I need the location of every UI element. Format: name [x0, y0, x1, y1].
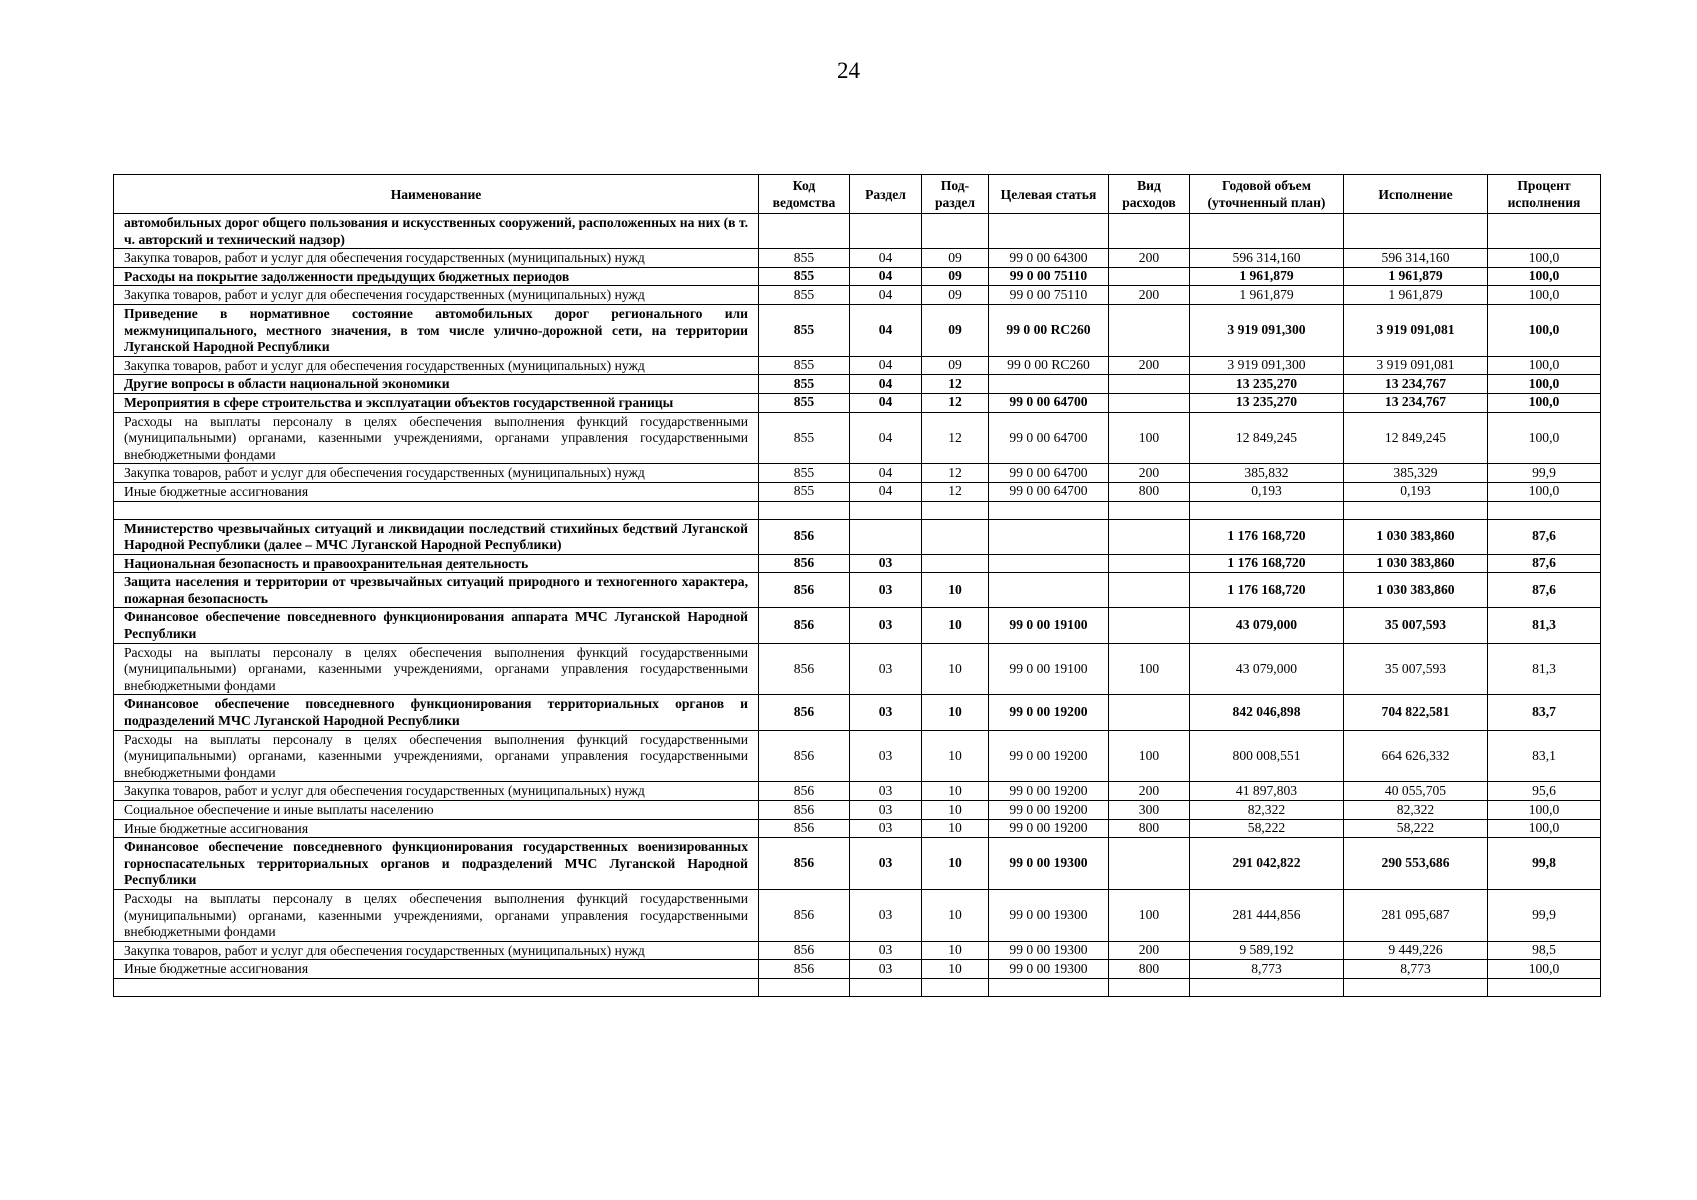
- cell-execution: 8,773: [1344, 960, 1488, 979]
- table-row: [114, 801, 1601, 820]
- cell-name: Защита населения и территории от чрезвычайных ситуаций природного и техногенного характера, пожарная безопасность: [114, 573, 759, 608]
- table-row: [114, 393, 1601, 412]
- cell-annual-plan: 82,322: [1190, 801, 1344, 820]
- cell-expense-type: [1109, 375, 1190, 394]
- cell-subsection: 09: [922, 286, 989, 305]
- cell-expense-type: [1109, 838, 1190, 890]
- cell-execution: 1 961,879: [1344, 267, 1488, 286]
- cell-dept-code: 856: [759, 941, 850, 960]
- cell-target-article: 99 0 00 19300: [989, 960, 1109, 979]
- cell-dept-code: 856: [759, 695, 850, 730]
- cell-execution: [1344, 501, 1488, 519]
- table-row: [114, 730, 1601, 782]
- cell-name: Финансовое обеспечение повседневного функционирования аппарата МЧС Луганской Народной Республики: [114, 608, 759, 643]
- cell-target-article: 99 0 00 64700: [989, 464, 1109, 483]
- cell-section: 04: [850, 482, 922, 501]
- cell-percent: 100,0: [1488, 286, 1601, 305]
- cell-execution: 1 030 383,860: [1344, 519, 1488, 554]
- table-header-row: [114, 175, 1601, 214]
- cell-name: Расходы на выплаты персоналу в целях обеспечения выполнения функций государственными (муниципальными) органами, казенными учреждениями, органами управления государственными внебюджетными фондами: [114, 412, 759, 464]
- cell-target-article: 99 0 00 75110: [989, 267, 1109, 286]
- cell-percent: 98,5: [1488, 941, 1601, 960]
- cell-section: [850, 501, 922, 519]
- cell-section: 03: [850, 782, 922, 801]
- cell-annual-plan: 800 008,551: [1190, 730, 1344, 782]
- cell-dept-code: 856: [759, 643, 850, 695]
- page-number: 24: [837, 58, 860, 83]
- cell-dept-code: 855: [759, 286, 850, 305]
- cell-annual-plan: 385,832: [1190, 464, 1344, 483]
- cell-section: 03: [850, 730, 922, 782]
- cell-dept-code: 856: [759, 608, 850, 643]
- cell-name: Иные бюджетные ассигнования: [114, 482, 759, 501]
- cell-subsection: [922, 519, 989, 554]
- table-row: [114, 482, 1601, 501]
- cell-name: [114, 978, 759, 996]
- cell-section: 04: [850, 356, 922, 375]
- cell-target-article: 99 0 00 75110: [989, 286, 1109, 305]
- cell-subsection: 10: [922, 838, 989, 890]
- cell-dept-code: 855: [759, 482, 850, 501]
- table-row: [114, 286, 1601, 305]
- cell-percent: [1488, 501, 1601, 519]
- cell-execution: 0,193: [1344, 482, 1488, 501]
- cell-expense-type: 100: [1109, 889, 1190, 941]
- cell-dept-code: 855: [759, 304, 850, 356]
- cell-target-article: [989, 375, 1109, 394]
- cell-dept-code: 856: [759, 782, 850, 801]
- cell-percent: 99,9: [1488, 464, 1601, 483]
- cell-target-article: 99 0 00 19300: [989, 838, 1109, 890]
- cell-name: Финансовое обеспечение повседневного функционирования территориальных органов и подразделений МЧС Луганской Народной Республики: [114, 695, 759, 730]
- header-dept-code: Код ведомства: [759, 175, 850, 214]
- cell-percent: 87,6: [1488, 573, 1601, 608]
- cell-dept-code: 856: [759, 960, 850, 979]
- cell-name: Иные бюджетные ассигнования: [114, 960, 759, 979]
- cell-section: 03: [850, 608, 922, 643]
- cell-target-article: [989, 501, 1109, 519]
- cell-section: 04: [850, 249, 922, 268]
- cell-dept-code: 855: [759, 375, 850, 394]
- table-row: [114, 643, 1601, 695]
- table-row: [114, 356, 1601, 375]
- cell-execution: 704 822,581: [1344, 695, 1488, 730]
- cell-expense-type: 300: [1109, 801, 1190, 820]
- cell-dept-code: [759, 978, 850, 996]
- cell-name: Финансовое обеспечение повседневного функционирования государственных военизированных горноспасательных территориальных органов и подразделений МЧС Луганской Народной Республики: [114, 838, 759, 890]
- cell-section: 04: [850, 267, 922, 286]
- cell-annual-plan: [1190, 978, 1344, 996]
- cell-execution: 596 314,160: [1344, 249, 1488, 268]
- cell-expense-type: 100: [1109, 412, 1190, 464]
- cell-subsection: 10: [922, 941, 989, 960]
- cell-annual-plan: [1190, 501, 1344, 519]
- cell-target-article: [989, 554, 1109, 573]
- cell-execution: [1344, 214, 1488, 249]
- cell-percent: 81,3: [1488, 608, 1601, 643]
- cell-expense-type: [1109, 608, 1190, 643]
- cell-subsection: [922, 554, 989, 573]
- cell-section: 03: [850, 801, 922, 820]
- cell-percent: 100,0: [1488, 482, 1601, 501]
- table-row: [114, 554, 1601, 573]
- cell-subsection: 12: [922, 482, 989, 501]
- cell-section: 03: [850, 838, 922, 890]
- cell-subsection: 10: [922, 889, 989, 941]
- header-execution: Исполнение: [1344, 175, 1488, 214]
- cell-expense-type: 200: [1109, 356, 1190, 375]
- cell-annual-plan: 281 444,856: [1190, 889, 1344, 941]
- cell-subsection: 09: [922, 356, 989, 375]
- cell-expense-type: [1109, 573, 1190, 608]
- cell-name: Другие вопросы в области национальной экономики: [114, 375, 759, 394]
- table-row: [114, 838, 1601, 890]
- table-row: [114, 267, 1601, 286]
- cell-annual-plan: 43 079,000: [1190, 643, 1344, 695]
- cell-section: 03: [850, 695, 922, 730]
- cell-section: [850, 978, 922, 996]
- table-row: [114, 573, 1601, 608]
- cell-target-article: 99 0 00 RC260: [989, 304, 1109, 356]
- cell-subsection: 09: [922, 267, 989, 286]
- cell-dept-code: 855: [759, 393, 850, 412]
- header-target-article: Целевая статья: [989, 175, 1109, 214]
- cell-expense-type: 100: [1109, 730, 1190, 782]
- cell-percent: 100,0: [1488, 412, 1601, 464]
- cell-name: Социальное обеспечение и иные выплаты населению: [114, 801, 759, 820]
- cell-percent: 99,8: [1488, 838, 1601, 890]
- cell-name: Закупка товаров, работ и услуг для обеспечения государственных (муниципальных) нужд: [114, 941, 759, 960]
- cell-target-article: 99 0 00 64700: [989, 482, 1109, 501]
- table-row: [114, 819, 1601, 838]
- cell-expense-type: 200: [1109, 782, 1190, 801]
- cell-annual-plan: 41 897,803: [1190, 782, 1344, 801]
- cell-dept-code: 855: [759, 356, 850, 375]
- cell-name: Приведение в нормативное состояние автомобильных дорог регионального или межмуниципального, местного значения, в том числе улично-дорожной сети, на территории Луганской Народной Республики: [114, 304, 759, 356]
- cell-expense-type: [1109, 695, 1190, 730]
- cell-subsection: 12: [922, 464, 989, 483]
- cell-target-article: [989, 978, 1109, 996]
- cell-section: 04: [850, 304, 922, 356]
- table-row: [114, 978, 1601, 996]
- cell-name: Расходы на выплаты персоналу в целях обеспечения выполнения функций государственными (муниципальными) органами, казенными учреждениями, органами управления государственными внебюджетными фондами: [114, 730, 759, 782]
- header-name: Наименование: [114, 175, 759, 214]
- cell-annual-plan: 842 046,898: [1190, 695, 1344, 730]
- budget-execution-table: [113, 174, 1601, 997]
- cell-subsection: 10: [922, 730, 989, 782]
- cell-annual-plan: 12 849,245: [1190, 412, 1344, 464]
- cell-execution: 385,329: [1344, 464, 1488, 483]
- header-expense-type: Вид расходов: [1109, 175, 1190, 214]
- cell-execution: 3 919 091,081: [1344, 304, 1488, 356]
- cell-target-article: 99 0 00 19100: [989, 608, 1109, 643]
- cell-percent: 95,6: [1488, 782, 1601, 801]
- cell-execution: 9 449,226: [1344, 941, 1488, 960]
- cell-target-article: 99 0 00 RC260: [989, 356, 1109, 375]
- cell-expense-type: 100: [1109, 643, 1190, 695]
- cell-expense-type: 200: [1109, 249, 1190, 268]
- cell-execution: 290 553,686: [1344, 838, 1488, 890]
- cell-section: 04: [850, 375, 922, 394]
- table-row: [114, 214, 1601, 249]
- cell-annual-plan: 1 176 168,720: [1190, 554, 1344, 573]
- cell-subsection: 10: [922, 608, 989, 643]
- cell-expense-type: [1109, 978, 1190, 996]
- cell-expense-type: [1109, 267, 1190, 286]
- table-row: [114, 960, 1601, 979]
- cell-section: 03: [850, 554, 922, 573]
- cell-execution: 12 849,245: [1344, 412, 1488, 464]
- cell-name: Расходы на выплаты персоналу в целях обеспечения выполнения функций государственными (муниципальными) органами, казенными учреждениями, органами управления государственными внебюджетными фондами: [114, 643, 759, 695]
- cell-name: Закупка товаров, работ и услуг для обеспечения государственных (муниципальных) нужд: [114, 286, 759, 305]
- table-row: [114, 695, 1601, 730]
- cell-target-article: [989, 519, 1109, 554]
- cell-percent: 87,6: [1488, 554, 1601, 573]
- cell-annual-plan: 3 919 091,300: [1190, 356, 1344, 375]
- cell-dept-code: 855: [759, 249, 850, 268]
- cell-target-article: 99 0 00 64300: [989, 249, 1109, 268]
- table-row: [114, 375, 1601, 394]
- cell-target-article: 99 0 00 19200: [989, 819, 1109, 838]
- cell-annual-plan: 58,222: [1190, 819, 1344, 838]
- cell-execution: [1344, 978, 1488, 996]
- cell-target-article: [989, 573, 1109, 608]
- cell-expense-type: 800: [1109, 819, 1190, 838]
- cell-percent: 83,1: [1488, 730, 1601, 782]
- cell-execution: 35 007,593: [1344, 608, 1488, 643]
- cell-annual-plan: 9 589,192: [1190, 941, 1344, 960]
- cell-dept-code: 856: [759, 838, 850, 890]
- cell-annual-plan: 1 176 168,720: [1190, 573, 1344, 608]
- cell-section: 04: [850, 393, 922, 412]
- cell-dept-code: 856: [759, 573, 850, 608]
- cell-execution: 58,222: [1344, 819, 1488, 838]
- table-row: [114, 464, 1601, 483]
- cell-section: 03: [850, 819, 922, 838]
- cell-name: Иные бюджетные ассигнования: [114, 819, 759, 838]
- cell-annual-plan: 13 235,270: [1190, 375, 1344, 394]
- cell-expense-type: 200: [1109, 286, 1190, 305]
- cell-section: 03: [850, 573, 922, 608]
- table-row: [114, 889, 1601, 941]
- cell-dept-code: 856: [759, 801, 850, 820]
- cell-subsection: 12: [922, 393, 989, 412]
- cell-name: Расходы на покрытие задолженности предыдущих бюджетных периодов: [114, 267, 759, 286]
- cell-target-article: 99 0 00 19200: [989, 695, 1109, 730]
- cell-section: 03: [850, 941, 922, 960]
- cell-dept-code: 856: [759, 554, 850, 573]
- cell-execution: 1 961,879: [1344, 286, 1488, 305]
- cell-annual-plan: 0,193: [1190, 482, 1344, 501]
- cell-section: 04: [850, 412, 922, 464]
- table-body: [114, 214, 1601, 997]
- cell-expense-type: 200: [1109, 464, 1190, 483]
- cell-section: 03: [850, 643, 922, 695]
- table-row: [114, 941, 1601, 960]
- cell-subsection: 10: [922, 819, 989, 838]
- cell-subsection: 09: [922, 249, 989, 268]
- table-row: [114, 608, 1601, 643]
- cell-section: 04: [850, 286, 922, 305]
- cell-percent: 100,0: [1488, 356, 1601, 375]
- header-subsection: Под-раздел: [922, 175, 989, 214]
- table-row: [114, 519, 1601, 554]
- cell-annual-plan: 1 176 168,720: [1190, 519, 1344, 554]
- table-row: [114, 501, 1601, 519]
- cell-percent: 87,6: [1488, 519, 1601, 554]
- cell-percent: 100,0: [1488, 304, 1601, 356]
- cell-target-article: 99 0 00 19300: [989, 941, 1109, 960]
- cell-annual-plan: 1 961,879: [1190, 286, 1344, 305]
- cell-subsection: 10: [922, 960, 989, 979]
- cell-execution: 13 234,767: [1344, 393, 1488, 412]
- header-percent: Процент исполнения: [1488, 175, 1601, 214]
- header-annual-plan: Годовой объем (уточненный план): [1190, 175, 1344, 214]
- cell-dept-code: 855: [759, 464, 850, 483]
- cell-execution: 35 007,593: [1344, 643, 1488, 695]
- cell-percent: 100,0: [1488, 819, 1601, 838]
- cell-name: автомобильных дорог общего пользования и искусственных сооружений, расположенных на них (в т. ч. авторский и технический надзор): [114, 214, 759, 249]
- cell-percent: 81,3: [1488, 643, 1601, 695]
- cell-dept-code: 855: [759, 267, 850, 286]
- cell-annual-plan: 43 079,000: [1190, 608, 1344, 643]
- cell-name: Министерство чрезвычайных ситуаций и ликвидации последствий стихийных бедствий Луганской Народной Республики (далее – МЧС Луганской Народной Республики): [114, 519, 759, 554]
- cell-dept-code: 856: [759, 819, 850, 838]
- cell-annual-plan: [1190, 214, 1344, 249]
- cell-annual-plan: 1 961,879: [1190, 267, 1344, 286]
- cell-section: [850, 519, 922, 554]
- cell-dept-code: [759, 501, 850, 519]
- cell-percent: 100,0: [1488, 393, 1601, 412]
- cell-name: Мероприятия в сфере строительства и эксплуатации объектов государственной границы: [114, 393, 759, 412]
- cell-execution: 13 234,767: [1344, 375, 1488, 394]
- cell-expense-type: 200: [1109, 941, 1190, 960]
- cell-name: Закупка товаров, работ и услуг для обеспечения государственных (муниципальных) нужд: [114, 464, 759, 483]
- cell-name: [114, 501, 759, 519]
- cell-section: 03: [850, 960, 922, 979]
- header-section: Раздел: [850, 175, 922, 214]
- cell-subsection: 10: [922, 643, 989, 695]
- cell-expense-type: [1109, 393, 1190, 412]
- cell-annual-plan: 291 042,822: [1190, 838, 1344, 890]
- table-row: [114, 412, 1601, 464]
- cell-execution: 664 626,332: [1344, 730, 1488, 782]
- cell-annual-plan: 596 314,160: [1190, 249, 1344, 268]
- cell-expense-type: [1109, 519, 1190, 554]
- cell-dept-code: 856: [759, 889, 850, 941]
- cell-subsection: [922, 214, 989, 249]
- cell-target-article: 99 0 00 19200: [989, 801, 1109, 820]
- cell-percent: [1488, 214, 1601, 249]
- cell-section: [850, 214, 922, 249]
- cell-execution: 82,322: [1344, 801, 1488, 820]
- cell-dept-code: [759, 214, 850, 249]
- cell-subsection: 09: [922, 304, 989, 356]
- cell-name: Расходы на выплаты персоналу в целях обеспечения выполнения функций государственными (муниципальными) органами, казенными учреждениями, органами управления государственными внебюджетными фондами: [114, 889, 759, 941]
- cell-subsection: 10: [922, 782, 989, 801]
- cell-name: Закупка товаров, работ и услуг для обеспечения государственных (муниципальных) нужд: [114, 356, 759, 375]
- cell-target-article: 99 0 00 64700: [989, 412, 1109, 464]
- cell-percent: 99,9: [1488, 889, 1601, 941]
- cell-expense-type: 800: [1109, 482, 1190, 501]
- cell-name: Закупка товаров, работ и услуг для обеспечения государственных (муниципальных) нужд: [114, 782, 759, 801]
- cell-annual-plan: 13 235,270: [1190, 393, 1344, 412]
- cell-execution: 1 030 383,860: [1344, 554, 1488, 573]
- cell-expense-type: [1109, 304, 1190, 356]
- cell-dept-code: 856: [759, 519, 850, 554]
- cell-execution: 1 030 383,860: [1344, 573, 1488, 608]
- cell-target-article: [989, 214, 1109, 249]
- cell-percent: 83,7: [1488, 695, 1601, 730]
- cell-expense-type: [1109, 214, 1190, 249]
- cell-target-article: 99 0 00 19300: [989, 889, 1109, 941]
- cell-section: 03: [850, 889, 922, 941]
- cell-dept-code: 855: [759, 412, 850, 464]
- cell-subsection: 10: [922, 801, 989, 820]
- table-row: [114, 249, 1601, 268]
- cell-name: Закупка товаров, работ и услуг для обеспечения государственных (муниципальных) нужд: [114, 249, 759, 268]
- cell-target-article: 99 0 00 19200: [989, 730, 1109, 782]
- cell-percent: 100,0: [1488, 801, 1601, 820]
- cell-target-article: 99 0 00 19200: [989, 782, 1109, 801]
- cell-subsection: 10: [922, 695, 989, 730]
- cell-name: Национальная безопасность и правоохранительная деятельность: [114, 554, 759, 573]
- cell-percent: 100,0: [1488, 375, 1601, 394]
- cell-subsection: 12: [922, 375, 989, 394]
- cell-percent: 100,0: [1488, 960, 1601, 979]
- cell-percent: 100,0: [1488, 249, 1601, 268]
- cell-target-article: 99 0 00 19100: [989, 643, 1109, 695]
- cell-expense-type: [1109, 501, 1190, 519]
- cell-execution: 40 055,705: [1344, 782, 1488, 801]
- cell-subsection: [922, 978, 989, 996]
- cell-annual-plan: 8,773: [1190, 960, 1344, 979]
- cell-section: 04: [850, 464, 922, 483]
- cell-percent: 100,0: [1488, 267, 1601, 286]
- cell-target-article: 99 0 00 64700: [989, 393, 1109, 412]
- cell-subsection: 12: [922, 412, 989, 464]
- table-row: [114, 304, 1601, 356]
- cell-subsection: 10: [922, 573, 989, 608]
- cell-expense-type: [1109, 554, 1190, 573]
- cell-percent: [1488, 978, 1601, 996]
- cell-dept-code: 856: [759, 730, 850, 782]
- cell-execution: 3 919 091,081: [1344, 356, 1488, 375]
- table-row: [114, 782, 1601, 801]
- cell-annual-plan: 3 919 091,300: [1190, 304, 1344, 356]
- cell-subsection: [922, 501, 989, 519]
- cell-expense-type: 800: [1109, 960, 1190, 979]
- cell-execution: 281 095,687: [1344, 889, 1488, 941]
